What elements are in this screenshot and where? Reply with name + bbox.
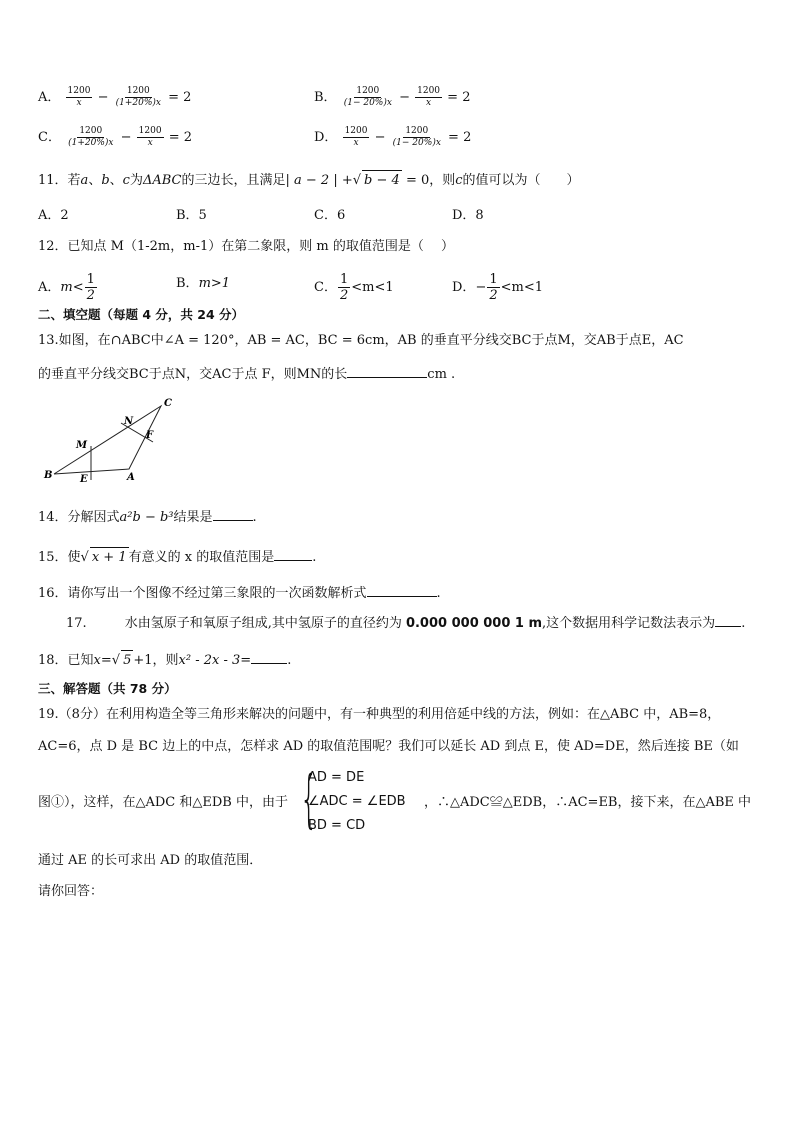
q16: 16．请你写出一个图像不经过第三象限的一次函数解析式 .	[38, 582, 441, 604]
q13-line2: 的垂直平分线交BC于点N，交AC于点 F，则MN的长 cm .	[38, 363, 455, 385]
q12-option-a[interactable]: A．m< $\frac{1}{2}$	[38, 272, 95, 303]
condition-1: AD = DE	[308, 770, 365, 785]
fraction: $\frac{1200}{x}$	[67, 86, 91, 108]
q10-option-a[interactable]: A． $\frac{1200}{x}$ − $\frac{1200}{(1+20\%)x}$ = 2	[38, 86, 192, 108]
q12-option-c[interactable]: C． $\frac{1}{2}$ <m<1	[314, 272, 394, 303]
point-label-m: M	[76, 440, 88, 451]
fraction: $\frac{1200}{x}$	[344, 126, 368, 148]
q17: 17. 水由氢原子和氧原子组成,其中氢原子的直径约为 0.000 000 000 1 m,这个数据用科学记数法表示为 .	[66, 612, 745, 634]
q19-line3-post: ，∴△ADC≌△EDB，∴AC=EB，接下来，在△ABE 中	[424, 795, 752, 810]
section-heading-solutions: 三、解答题（共 78 分）	[38, 681, 177, 696]
q13-line1: 13.如图，在∩ABC中∠A = 120°，AB = AC，BC = 6cm，AB 的垂直平分线交BC于点M，交AB于点E，AC	[38, 333, 684, 348]
q12-option-d[interactable]: D．− $\frac{1}{2}$ <m<1	[452, 272, 544, 303]
q18: 18．已知x=√ 5 +1，则x² - 2x - 3= .	[38, 649, 291, 671]
fraction: $\frac{1200}{(1+20\%)x}$	[115, 86, 161, 108]
point-label-c: C	[164, 398, 172, 409]
q19-prompt: 请你回答：	[38, 884, 104, 899]
condition-2: ∠ADC = ∠EDB	[308, 794, 406, 809]
triangle-abc	[54, 406, 161, 474]
fraction: $\frac{1200}{x}$	[417, 86, 441, 108]
q10-option-d[interactable]: D． $\frac{1200}{x}$ − $\frac{1200}{(1- 20\%)x}$ = 2	[314, 126, 472, 148]
q11-option-d[interactable]: D．8	[452, 208, 484, 223]
fraction: $\frac{1200}{(1- 20\%)x}$	[343, 86, 392, 108]
q11-option-a[interactable]: A．2	[38, 208, 69, 223]
point-label-e: E	[80, 474, 88, 485]
answer-blank[interactable]	[213, 506, 253, 521]
fraction: $\frac{1200}{(1+20\%)x}$	[68, 126, 114, 148]
condition-3: BD = CD	[308, 818, 366, 833]
option-label: C．	[38, 130, 61, 145]
q19-line2: AC=6，点 D 是 BC 边上的中点，怎样求 AD 的取值范围呢？我们可以延长 AD 到点 E，使 AD=DE，然后连接 BE（如	[38, 739, 739, 754]
fraction: $\frac{1200}{x}$	[138, 126, 162, 148]
q12-option-b[interactable]: B．m>1	[176, 276, 231, 291]
point-label-f: F	[146, 430, 154, 441]
answer-blank[interactable]	[715, 612, 741, 627]
brace-icon: {	[300, 762, 318, 835]
q19-line3-pre: 图①），这样，在△ADC 和△EDB 中，由于	[38, 795, 288, 810]
q10-option-c[interactable]: C． $\frac{1200}{(1+20\%)x}$ − $\frac{1200}{x}$ = 2	[38, 126, 192, 148]
q15: 15．使√ x + 1 有意义的 x 的取值范围是 .	[38, 546, 316, 568]
q11-option-c[interactable]: C．6	[314, 208, 346, 223]
fraction: $\frac{1200}{(1- 20\%)x}$	[392, 126, 441, 148]
q14: 14．分解因式a²b − b³结果是 .	[38, 506, 257, 528]
q10-option-b[interactable]: B． $\frac{1200}{(1- 20\%)x}$ − $\frac{1200}{x}$ = 2	[314, 86, 471, 108]
point-label-n: N	[124, 416, 134, 427]
q19-line1: 19.（8分）在利用构造全等三角形来解决的问题中，有一种典型的利用倍延中线的方法，例如：在△ABC 中，AB=8，	[38, 707, 721, 722]
answer-blank[interactable]	[251, 649, 287, 664]
answer-blank[interactable]	[274, 546, 312, 561]
point-label-b: B	[44, 470, 53, 481]
q12-stem: 12．已知点 M（1-2m，m-1）在第二象限，则 m 的取值范围是（ ）	[38, 239, 454, 254]
triangle-figure	[38, 394, 178, 486]
option-label: D．	[314, 130, 338, 145]
q11-stem: 11．若a、b、c为ΔABC的三边长，且满足| a − 2 | +√ b − 4 = 0，则c的值可以为（ ）	[38, 170, 580, 191]
option-label: B．	[314, 90, 337, 105]
option-label: A．	[38, 90, 61, 105]
point-label-a: A	[127, 472, 135, 483]
q11-option-b[interactable]: B．5	[176, 208, 207, 223]
section-heading-fill-in: 二、填空题（每题 4 分，共 24 分）	[38, 307, 245, 322]
answer-blank[interactable]	[347, 363, 427, 378]
answer-blank[interactable]	[367, 582, 437, 597]
q19-line4: 通过 AE 的长可求出 AD 的取值范围．	[38, 853, 263, 868]
